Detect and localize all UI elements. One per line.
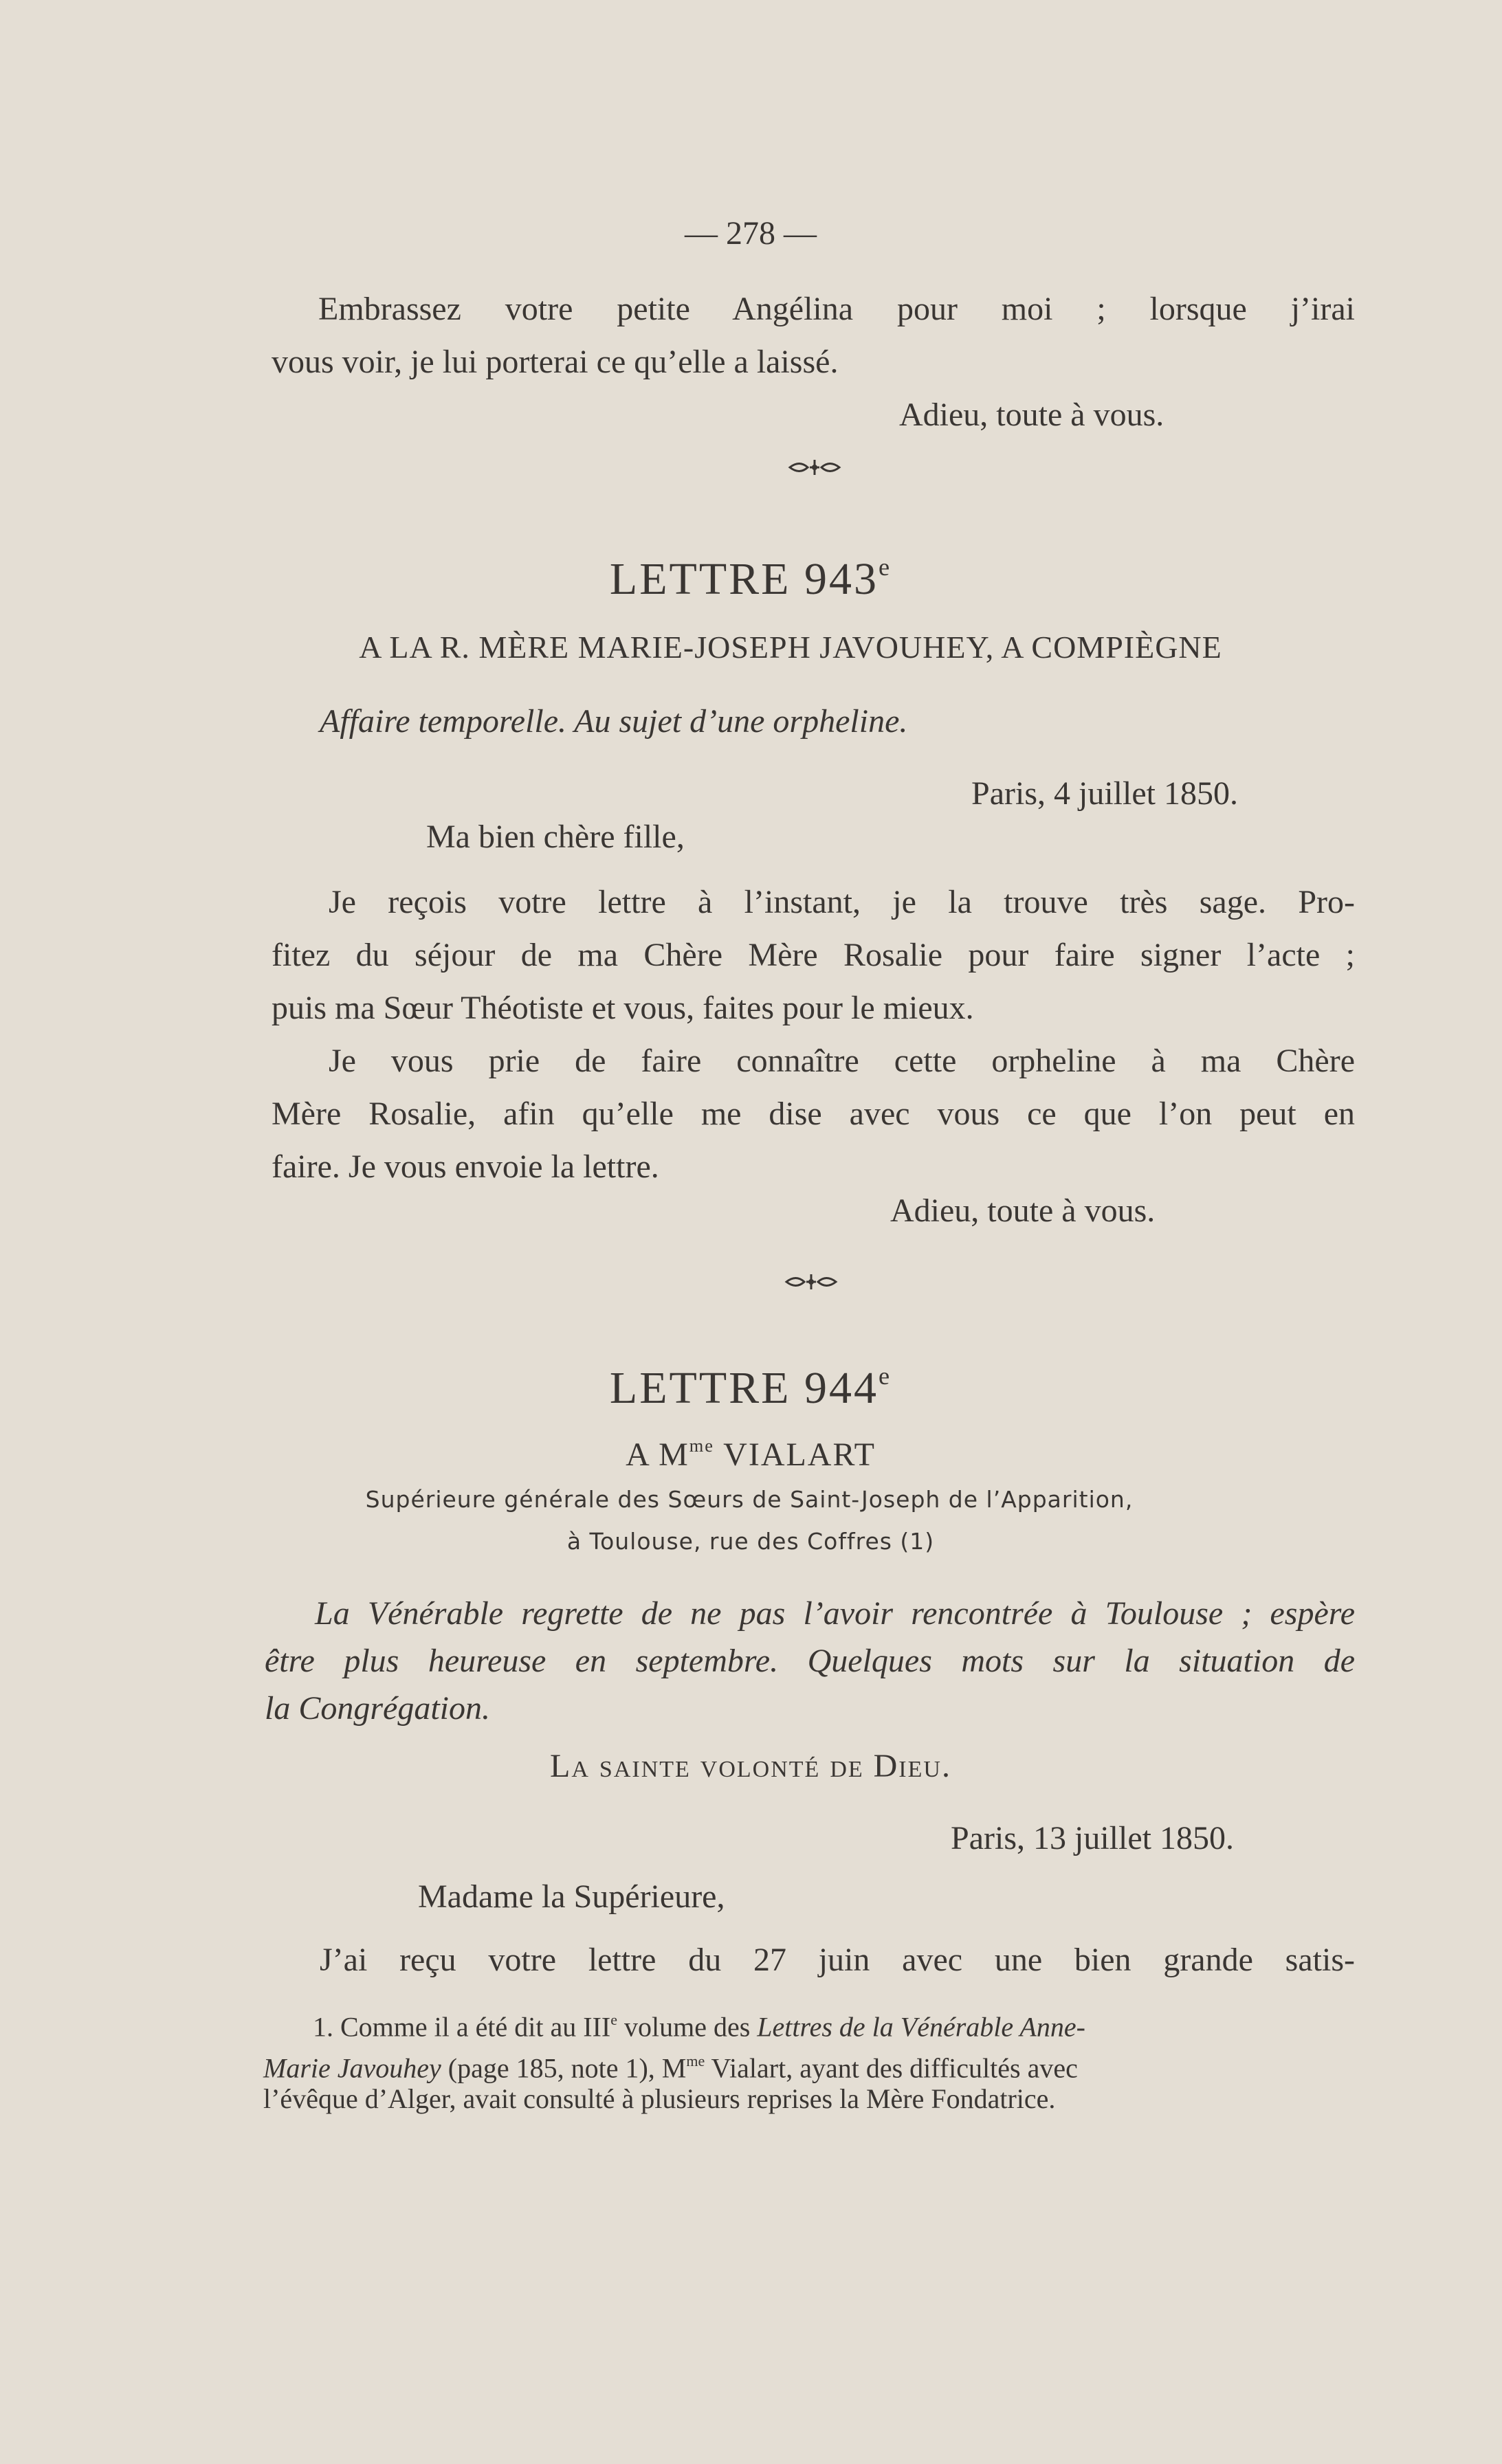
letter-943-body-line-2: fitez du séjour de ma Chère Mère Rosalie pour faire signer l’acte ; xyxy=(272,937,1355,973)
footnote-line-3: l’évêque d’Alger, avait consulté à plusieurs reprises la Mère Fondatrice. xyxy=(263,2083,1056,2114)
letter-944-summary-line-1: La Vénérable regrette de ne pas l’avoir rencontrée à Toulouse ; espère xyxy=(315,1595,1355,1632)
letter-943-body-line-5: Mère Rosalie, afin qu’elle me dise avec vous ce que l’on peut en xyxy=(272,1096,1355,1132)
letter-943-body-line-4: Je vous prie de faire connaître cette orpheline à ma Chère xyxy=(329,1043,1355,1079)
letter-944-salutation: Madame la Supérieure, xyxy=(418,1878,725,1915)
letter-943-summary: Affaire temporelle. Au sujet d’une orpheline. xyxy=(320,703,908,740)
letter-943-title: LETTRE 943e xyxy=(609,553,892,605)
letter-944-body-line-1: J’ai reçu votre lettre du 27 juin avec une bien grande satis- xyxy=(320,1942,1355,1978)
letter-944-motto: La sainte volonté de Dieu. xyxy=(550,1748,951,1784)
intro-line-2: vous voir, je lui porterai ce qu’elle a laissé. xyxy=(272,344,839,380)
letter-943-body-line-1: Je reçois votre lettre à l’instant, je la trouve très sage. Pro- xyxy=(329,884,1355,920)
intro-line-1: Embrassez votre petite Angélina pour moi ; lorsque j’irai xyxy=(318,291,1355,327)
page-number: — 278 — xyxy=(685,215,817,252)
letter-943-body-line-3: puis ma Sœur Théotiste et vous, faites pour le mieux. xyxy=(272,990,974,1026)
letter-944-subtitle-line-1: Supérieure générale des Sœurs de Saint-Joseph de l’Apparition, xyxy=(365,1486,1134,1513)
letter-943-recipient: A LA R. MÈRE MARIE-JOSEPH JAVOUHEY, A COMPIÈGNE xyxy=(359,630,1222,665)
letter-944-place-date: Paris, 13 juillet 1850. xyxy=(951,1820,1234,1856)
letter-944-title: LETTRE 944e xyxy=(609,1362,892,1414)
letter-944-subtitle-line-2: à Toulouse, rue des Coffres (1) xyxy=(566,1528,935,1555)
letter-944-summary-line-2: être plus heureuse en septembre. Quelques mots sur la situation de xyxy=(265,1643,1355,1679)
letter-943-place-date: Paris, 4 juillet 1850. xyxy=(971,775,1238,812)
footnote-line-1: 1. Comme il a été dit au IIIe volume des Lettres de la Vénérable Anne- xyxy=(313,2011,1085,2043)
fleuron-ornament-icon xyxy=(787,457,842,478)
intro-closing: Adieu, toute à vous. xyxy=(899,397,1164,433)
letter-943-body-line-6: faire. Je vous envoie la lettre. xyxy=(272,1148,659,1185)
letter-944-recipient: A $M^{me}$ VIALART xyxy=(626,1435,876,1473)
footnote-line-2: Marie Javouhey (page 185, note 1), $M^{me}$ Vialart, ayant des difficultés avec xyxy=(263,2052,1078,2084)
letter-943-closing: Adieu, toute à vous. xyxy=(890,1192,1156,1229)
fleuron-ornament-icon xyxy=(784,1272,839,1292)
letter-944-summary-line-3: la Congrégation. xyxy=(265,1690,491,1727)
letter-943-salutation: Ma bien chère fille, xyxy=(426,819,685,855)
